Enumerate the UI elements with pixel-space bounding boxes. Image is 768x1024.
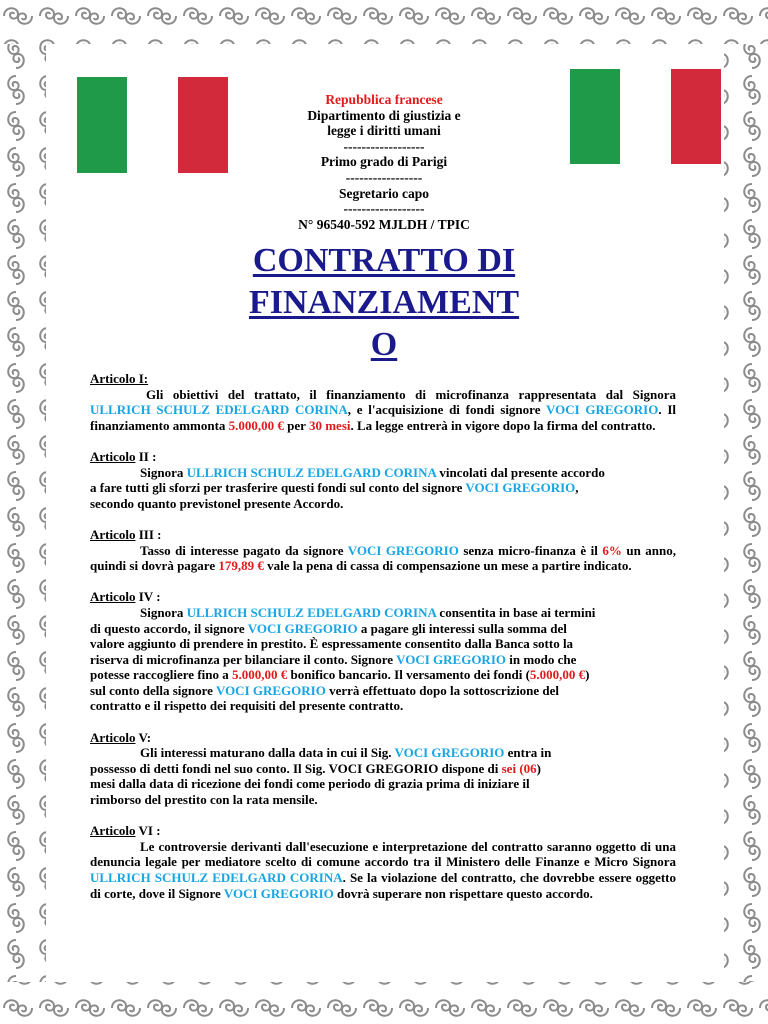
flag-white-stripe (127, 77, 178, 173)
article-text: sul conto della signore VOCI GREGORIO verrà effettuato dopo la sottoscrizione del (90, 682, 560, 698)
flag-red-stripe (178, 77, 228, 173)
header-reference-number: N° 96540-592 MJLDH / TPIC (298, 216, 470, 232)
flag-green-stripe (570, 69, 620, 164)
article-heading: Articolo I: (90, 371, 149, 386)
article-text: potesse raccogliere fino a 5.000,00 € bonifico bancario. Il versamento dei fondi (5.000,00 €) (90, 667, 590, 683)
article-text: Signora ULLRICH SCHULZ EDELGARD CORINA vincolati dal presente accordo (140, 464, 605, 480)
article-text: di questo accordo, il signore VOCI GREGORIO a pagare gli interessi sulla somma del (90, 620, 567, 636)
contract-body (90, 371, 676, 917)
article-heading: Articolo II : (90, 448, 157, 464)
article-1 (90, 371, 676, 433)
article-text: riserva di microfinanza per bilanciare il conto. Signore VOCI GREGORIO in modo che (90, 651, 577, 667)
article-text: rimborso del prestito con la rata mensile. (90, 792, 318, 808)
article-5 (90, 730, 676, 808)
article-text: Le controversie derivanti dall'esecuzione e interpretazione del contratto saranno oggetto di una denuncia legale per mediatore scelto di comune accordo tra il Ministero delle Finanze e Micro Signora ULLRICH SCHULZ EDELGARD CORINA. Se la violazione del contratto, che dovrebbe essere oggetto di corte, dove il Signore VOCI GREGORIO dovrà superare non rispettare questo accordo. (90, 838, 676, 901)
article-text: mesi dalla data di ricezione dei fondi come periodo di grazia prima di iniziare il (90, 776, 530, 792)
article-text: Signora ULLRICH SCHULZ EDELGARD CORINA consentita in base ai termini (140, 604, 596, 620)
italian-flag-right (570, 69, 721, 164)
article-6 (90, 823, 676, 901)
header-secretary: Segretario capo (338, 185, 430, 201)
article-3 (90, 527, 676, 574)
title-line: CONTRATTO DI (252, 242, 516, 279)
header-separator: ----------------- (345, 169, 423, 185)
article-text: Gli obiettivi del trattato, il finanziamento di microfinanza rappresentata dal Signora ULLRICH SCHULZ EDELGARD CORINA, e l'acquisizione di fondi signore VOCI GREGORIO. Il finanziamento ammonta 5.000,00 € per 30 mesi. La legge entrerà in vigore dopo la firma del contratto. (90, 386, 676, 433)
article-2 (90, 449, 676, 511)
header-court: Primo grado di Parigi (320, 154, 448, 170)
article-text: Tasso di interesse pagato da signore VOCI GREGORIO senza micro-finanza è il 6% un anno, quindi si dovrà pagare 179,89 € vale la pena di cassa di compensazione un mese a partire indicato. (90, 542, 676, 574)
flag-green-stripe (77, 77, 127, 173)
title-line: FINANZIAMENT (248, 284, 520, 321)
article-heading: Articolo V: (90, 729, 152, 745)
article-text: a fare tutti gli sforzi per trasferire questi fondi sul conto del signore VOCI GREGORIO, (90, 480, 579, 496)
article-heading: Articolo III : (90, 526, 162, 542)
document-header (250, 92, 518, 232)
article-text: contratto e il rispetto dei requisiti del presente contratto. (90, 698, 404, 714)
italian-flag-left (77, 77, 229, 173)
article-text: secondo quanto previstonel presente Accordo. (90, 495, 344, 511)
document-title (236, 240, 532, 366)
article-text: Gli interessi maturano dalla data in cui il Sig. VOCI GREGORIO entra in (140, 745, 552, 761)
title-line: O (370, 326, 398, 363)
header-republic: Repubblica francese (325, 92, 443, 107)
article-heading: Articolo VI : (90, 823, 161, 839)
article-heading: Articolo IV : (90, 589, 161, 605)
article-text: possesso di detti fondi nel suo conto. Il Sig. VOCI GREGORIO dispone di sei (06) (90, 760, 541, 776)
article-4 (90, 589, 676, 714)
flag-red-stripe (671, 69, 721, 164)
header-separator: ------------------ (343, 138, 425, 154)
header-separator: ------------------ (343, 201, 425, 217)
header-department-2: legge i diritti umani (327, 123, 441, 139)
article-text: valore aggiunto di prendere in prestito. È espressamente consentito dalla Banca sotto la (90, 636, 574, 652)
header-department: Dipartimento di giustizia e (307, 107, 461, 123)
flag-white-stripe (620, 69, 671, 164)
